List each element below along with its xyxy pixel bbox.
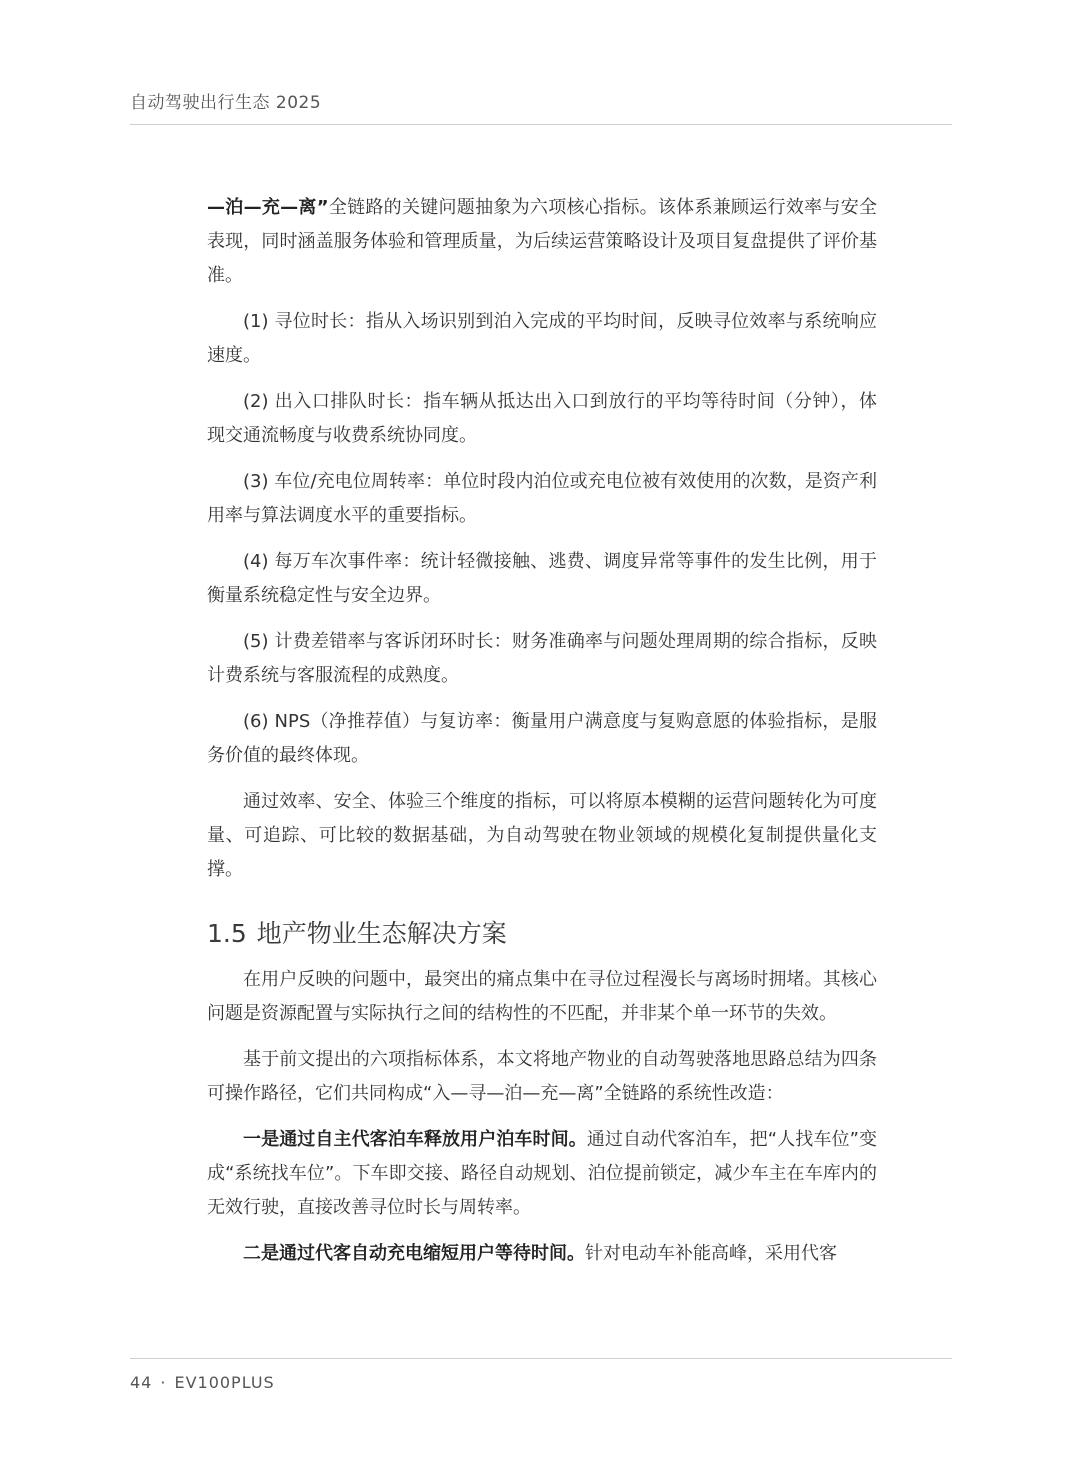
section-paragraph-3 <box>207 1123 877 1225</box>
summary-paragraph: 通过效率、安全、体验三个维度的指标，可以将原本模糊的运营问题转化为可度量、可追踪、可比较的数据基础，为自动驾驶在物业领域的规模化复制提供量化支撑。 <box>207 791 877 880</box>
path-2-lead: 二是通过代客自动充电缩短用户等待时间。 <box>243 1243 585 1264</box>
metric-6-paragraph: (6) NPS（净推荐值）与复访率：衡量用户满意度与复购意愿的体验指标，是服务价值的最终体现。 <box>207 711 877 766</box>
metric-1-paragraph: (1) 寻位时长：指从入场识别到泊入完成的平均时间，反映寻位效率与系统响应速度。 <box>207 311 877 366</box>
metric-2-paragraph: (2) 出入口排队时长：指车辆从抵达出入口到放行的平均等待时间（分钟），体现交通流畅度与收费系统协同度。 <box>207 391 877 446</box>
page-number: 44 <box>130 1373 153 1392</box>
page-body <box>207 191 877 1283</box>
footer-separator: · <box>160 1373 167 1392</box>
path-2-text: 针对电动车补能高峰，采用代客 <box>585 1243 837 1264</box>
path-1-text: 通过自动代客泊车，把“人找车位”变成“系统找车位”。下车即交接、路径自动规划、泊位提前锁定，减少车主在车库内的无效行驶，直接改善寻位时长与周转率。 <box>207 1129 878 1218</box>
intro-paragraph <box>207 191 877 293</box>
path-1-lead: 一是通过自主代客泊车释放用户泊车时间。 <box>243 1129 587 1150</box>
metric-4-paragraph: (4) 每万车次事件率：统计轻微接触、逃费、调度异常等事件的发生比例，用于衡量系统稳定性与安全边界。 <box>207 551 877 606</box>
intro-bold-lead: —泊—充—离” <box>207 197 329 218</box>
header-divider <box>130 124 952 125</box>
section-heading <box>207 915 877 953</box>
footer-divider <box>130 1358 952 1359</box>
page-footer <box>130 1373 275 1392</box>
metric-3-paragraph: (3) 车位/充电位周转率：单位时段内泊位或充电位被有效使用的次数，是资产利用率与算法调度水平的重要指标。 <box>207 471 877 526</box>
intro-text: 全链路的关键问题抽象为六项核心指标。该体系兼顾运行效率与安全表现，同时涵盖服务体验和管理质量，为后续运营策略设计及项目复盘提供了评价基准。 <box>207 197 877 286</box>
section-paragraph-4 <box>207 1237 877 1271</box>
metric-5-paragraph: (5) 计费差错率与客诉闭环时长：财务准确率与问题处理周期的综合指标，反映计费系统与客服流程的成熟度。 <box>207 631 877 686</box>
section-title: 地产物业生态解决方案 <box>256 919 507 948</box>
section-paragraph-2: 基于前文提出的六项指标体系，本文将地产物业的自动驾驶落地思路总结为四条可操作路径，它们共同构成“入—寻—泊—充—离”全链路的系统性改造： <box>207 1049 877 1104</box>
section-number: 1.5 <box>207 919 247 948</box>
section-paragraph-1: 在用户反映的问题中，最突出的痛点集中在寻位过程漫长与离场时拥堵。其核心问题是资源配置与实际执行之间的结构性的不匹配，并非某个单一环节的失效。 <box>207 969 877 1024</box>
publisher-name: EV100PLUS <box>174 1373 275 1392</box>
running-header: 自动驾驶出行生态 2025 <box>130 93 322 113</box>
